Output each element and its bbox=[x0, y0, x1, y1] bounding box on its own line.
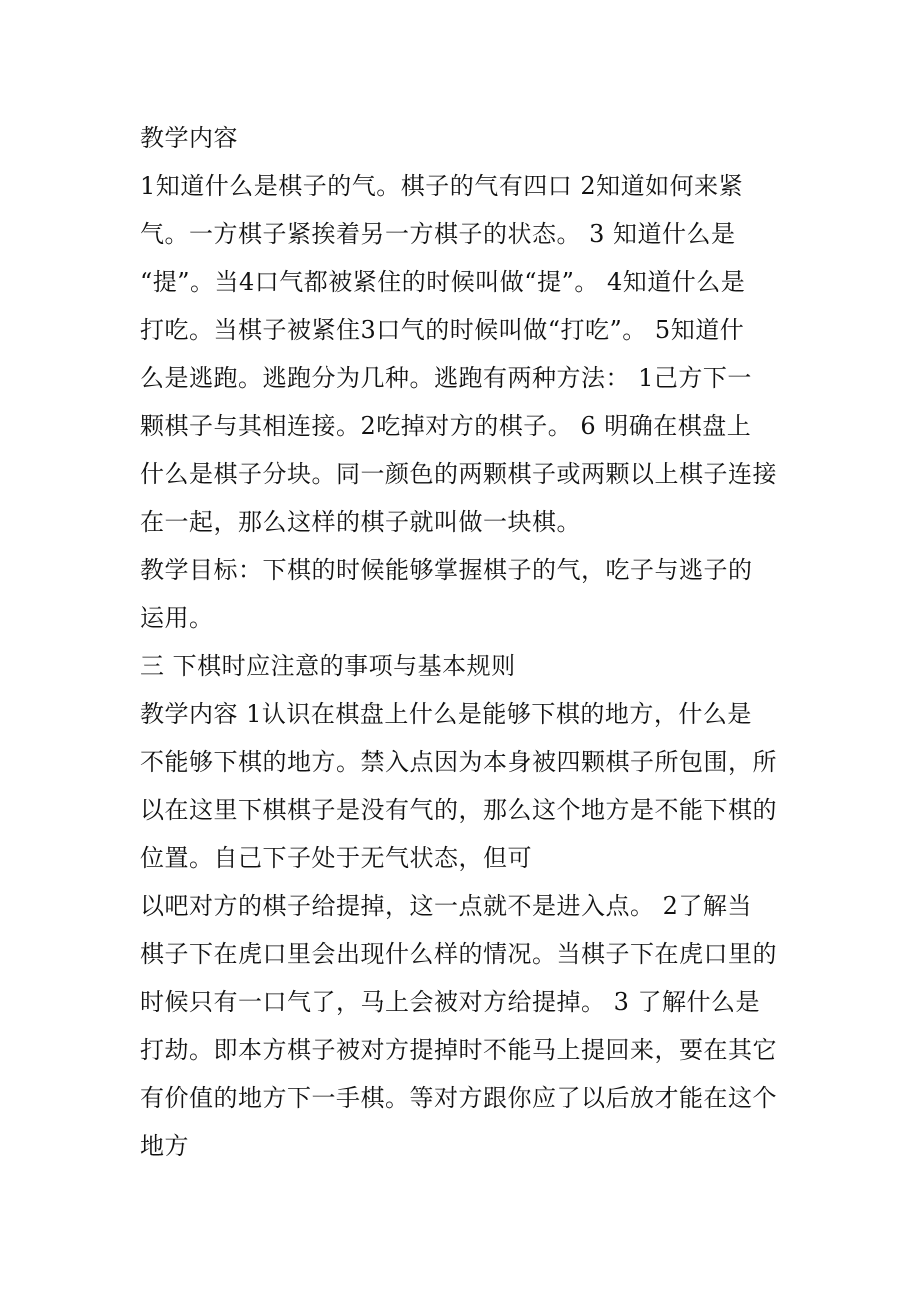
text-line-19: 时候只有一口气了，马上会被对方给提掉。 3 了解什么是 bbox=[140, 988, 761, 1016]
text-line-5: 打吃。当棋子被紧住3口气的时候叫做“打吃”。 5知道什 bbox=[140, 316, 745, 344]
text-line-4: “提”。当4口气都被紧住的时候叫做“提”。 4知道什么是 bbox=[140, 268, 746, 296]
text-line-16: 位置。自己下子处于无气状态，但可 bbox=[140, 844, 532, 872]
text-line-11: 运用。 bbox=[140, 604, 214, 632]
document-body bbox=[140, 114, 780, 1170]
text-line-6: 么是逃跑。逃跑分为几种。逃跑有两种方法： 1己方下一 bbox=[140, 364, 752, 392]
text-line-21: 有价值的地方下一手棋。等对方跟你应了以后放才能在这个 bbox=[140, 1084, 777, 1112]
text-line-3: 气。一方棋子紧挨着另一方棋子的状态。 3 知道什么是 bbox=[140, 220, 736, 248]
text-line-22: 地方 bbox=[140, 1132, 189, 1160]
text-line-17: 以吧对方的棋子给提掉，这一点就不是进入点。 2了解当 bbox=[140, 892, 752, 920]
text-line-2: 1知道什么是棋子的气。棋子的气有四口 2知道如何来紧 bbox=[140, 172, 744, 200]
text-line-1: 教学内容 bbox=[140, 124, 238, 152]
text-line-15: 以在这里下棋棋子是没有气的，那么这个地方是不能下棋的 bbox=[140, 796, 777, 824]
section-heading: 三 下棋时应注意的事项与基本规则 bbox=[140, 652, 516, 680]
text-line-9: 在一起，那么这样的棋子就叫做一块棋。 bbox=[140, 508, 581, 536]
text-line-8: 什么是棋子分块。同一颜色的两颗棋子或两颗以上棋子连接 bbox=[140, 460, 777, 488]
text-line-20: 打劫。即本方棋子被对方提掉时不能马上提回来，要在其它 bbox=[140, 1036, 777, 1064]
text-line-18: 棋子下在虎口里会出现什么样的情况。当棋子下在虎口里的 bbox=[140, 940, 777, 968]
text-line-10: 教学目标：下棋的时候能够掌握棋子的气，吃子与逃子的 bbox=[140, 556, 753, 584]
text-line-14: 不能够下棋的地方。禁入点因为本身被四颗棋子所包围，所 bbox=[140, 748, 777, 776]
text-line-13: 教学内容 1认识在棋盘上什么是能够下棋的地方，什么是 bbox=[140, 700, 752, 728]
text-line-7: 颗棋子与其相连接。2吃掉对方的棋子。 6 明确在棋盘上 bbox=[140, 412, 752, 440]
